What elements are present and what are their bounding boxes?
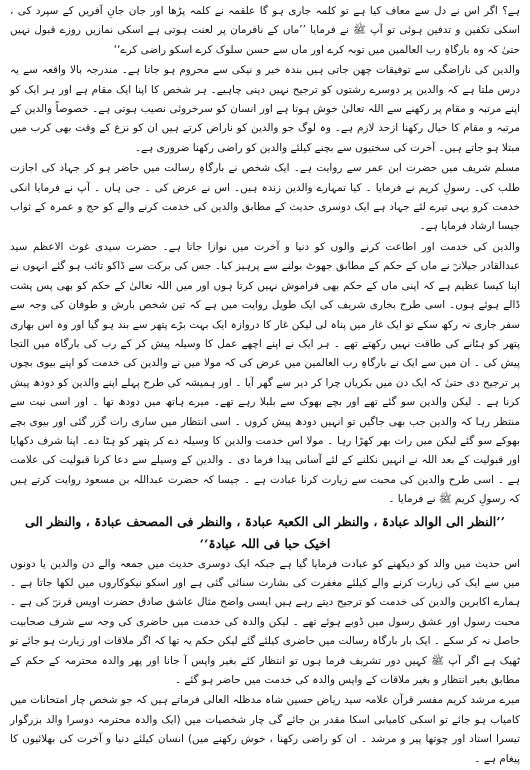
paragraph-parents-displeasure: والدین کی ناراضگی سے توفیقات چھن جاتی ہیں بندہ خیر و نیکی سے محروم ہو جاتا ہے۔ مندرجہ بالا واقعہ سے یہ درس ملتا ہے کہ والدین پر دوسرے رشتوں کو ترجیح نہیں دینی چاہیے۔ ہر شخص کا اپنا ایک مقام ہے اور ہر ایک کو اپنے مرتبہ و مقام پر رکھنے سے اللہ تعالیٰ خوش ہوتا ہے اور انسان کو سرخروئی نصیب ہوتی ہے۔ خصوصاً والدین کے مرتبہ و مقام کا خیال رکھنا ازحد لازم ہے۔ وہ لوگ جو والدین کو ناراض کرتے ہیں ان کو نزع کے وقت بھی کرب میں مبتلا ہو جاتے ہیں۔ آخرت کی سختیوں سے بچنے کیلئے والدین کو راضی رکھنا ضروری ہے۔	[10, 64, 520, 154]
paragraph-muslim-hadith: مسلم شریف میں حضرت ابن عمر سے روایت ہے۔ ایک شخص نے بارگاہِ رسالت میں حاضر ہو کر جہاد کی اجازت طلب کی۔ رسولِ کریم نے فرمایا ۔ کیا تمہارے والدین زندہ ہیں۔ اس نے عرض کی ۔ جی ہاں ۔ آپ نے فرمایا انکی خدمت کرو یہی تیرے لئے جہاد ہے ایک دوسری حدیث کے مطابق والدین کی خدمت کرنے والے کو حج و عمرہ کے ثواب جیسا ارشاد فرمایا ہے۔	[10, 162, 520, 233]
paragraph-looking-at-parents: اس حدیث میں والد کو دیکھنے کو عبادت فرمایا گیا ہے جبکہ ایک دوسری حدیث میں جمعہ والے دن والدین یا دونوں میں سے ایک کی زیارت کرنے والے کیلئے مغفرت کی بشارت سنائی گئی ہے اور اسکو نیکوکاروں میں لکھا جاتا ہے ۔ ہمارے اکابرین والدین کی خدمت کو ترجیح دیتے رہے ہیں ایسی واضح مثال عاشق صادق حضرت اویس قرنیؓ کی ہے ۔ محبت رسول اور عشق رسول میں ڈوبے ہوئے تھے ۔ لیکن والدہ کی خدمت میں حاضری کی وجہ سے شرف صحابیت حاصل نہ کر سکے ۔ ایک بار بارگاہ رسالت میں حاضری کیلئے گئے لیکن حکم یہ تھا کہ اگر ملاقات اور زیارت ہو جائے تو ٹھیک ہے اگر آپ ﷺ کہیں دور تشریف فرما ہوں تو انتظار کئے بغیر واپس آ جانا اور پھر والدہ محترمہ کے حکم کے مطابق بغیر انتظار و بغیر ملاقات کے واپس والدہ کی خدمت میں حاضر ہو گئے ۔	[10, 557, 520, 686]
paragraph-service-of-parents: والدین کی خدمت اور اطاعت کرنے والوں کو دنیا و آخرت میں نوازا جاتا ہے۔ حضرت سیدی غوث الاعظم سید عبدالقادر جیلانیؒ نے ماں کے حکم کے مطابق جھوٹ بولنے سے پرہیز کیا۔ جس کی برکت سے ڈاکو تائب ہو گئے انہوں نے اپنا کیسا عظیم ہے کہ اپنی ماں کے حکم بھی فراموش نہیں کرتا ہوں اور میں اللہ تعالیٰ کے حکم کو بھی پس پشت ڈالے ہوئے ہوں۔ اسی طرح بخاری شریف کی ایک طویل روایت میں ہے کہ تین شخص بارش و طوفان کی وجہ سے سفر جاری نہ رکھ سکے تو ایک غار میں پناہ لی لیکن غار کا دروازہ ایک بہت بڑے پتھر سے بند ہو گیا اور وہ اس بھاری پتھر کو ہٹانے کی طاقت نہیں رکھتے تھے ۔ ہر ایک نے اپنے اچھے عمل کا وسیلہ پیش کر کے رب کی بارگاہ میں التجا پیش کی ۔ ان میں سے ایک نے بارگاہِ رب العالمین میں عرض کی کہ مولا میں نے والدین کی خدمت کو اپنے بیوی بچوں پر ترجیح دی حتیٰ کہ ایک دن میں بکریاں چرا کر دیر سے گھر آیا ۔ اور ہمیشہ کی طرح پہلے اپنے والدین کو دودھ پیش کرنا ہے ۔ لیکن والدین سو گئے تھے اور بچے بھوک سے بلبلا رہے تھے۔ میرے ہاتھ میں دودھ تھا ۔ اور اسی نیت سے منتظر رہا کہ والدین جب بھی جاگیں تو انہیں دودھ پیش کروں ۔ اسی انتظار میں ساری رات گزر گئی اور بیوی بچے بھوکے سو گئے لیکن میں رات بھر کھڑا رہا ۔ مولا اس خدمت والدین کا وسیلہ دے کر پتھر کو ہٹا دے۔ اپنا شرف دکھایا اور قبولیت کے بعد اللہ نے انہیں نکلنے کے لئے آسانی پیدا فرما دی ۔ والدین کے وسیلے سے دعا کرنا قبولیت کی علامت ہے ۔ اسی طرح والدین کی محبت سے زیارت کرنا عبادت ہے ۔ جیسا کہ حضرت عبداللہ بن مسعود روایت کرتے ہیں کہ رسولِ کریم ﷺ نے فرمایا ۔	[10, 240, 520, 506]
paragraph-four-personalities: میرے مرشد کریم مفسر قرآن علامہ سید ریاض حسین شاہ مدظلہ العالی فرماتے ہیں کہ جو شخص چار امتحانات میں کامیاب ہو جائے تو اسکی کامیابی اسکا مقدر بن جائے گی چار شخصیات میں (ایک والدہ محترمہ دوسرا والد بزرگوار تیسرا استاد اور چوتھا پیر و مرشد ۔ ان کو راضی رکھنا ، خوش رکھنے میں) انسان کیلئے دنیا و آخرت کی بھلائیوں کا پیغام ہے ۔	[10, 694, 520, 765]
arabic-hadith-quote: ’’النظر الی الوالد عبادۃ ، والنظر الی الکعبۃ عبادۃ ، والنظر فی المصحف عبادۃ ، والنظر الی اخیک حبا فی اللہ عبادۃ‘‘	[25, 513, 505, 551]
paragraph-alqama-story: ہے؟ اگر اس نے دل سے معاف کیا ہے تو کلمہ جاری ہو گا علقمہ نے کلمہ پڑھا اور جان جانِ آفریں کے سپرد کی ، اسکی تکفین و تدفین ہوئی تو آپ ﷺ نے فرمایا ’’ماں کے نافرمان پر لعنت ہوتی ہے اسکی نمازیں روزے قبول نہیں حتیٰ کہ وہ بارگاہِ رب العالمین میں توبہ کرے اور ماں سے حسن سلوک کرے اسکو راضی کرے‘‘	[10, 5, 520, 56]
